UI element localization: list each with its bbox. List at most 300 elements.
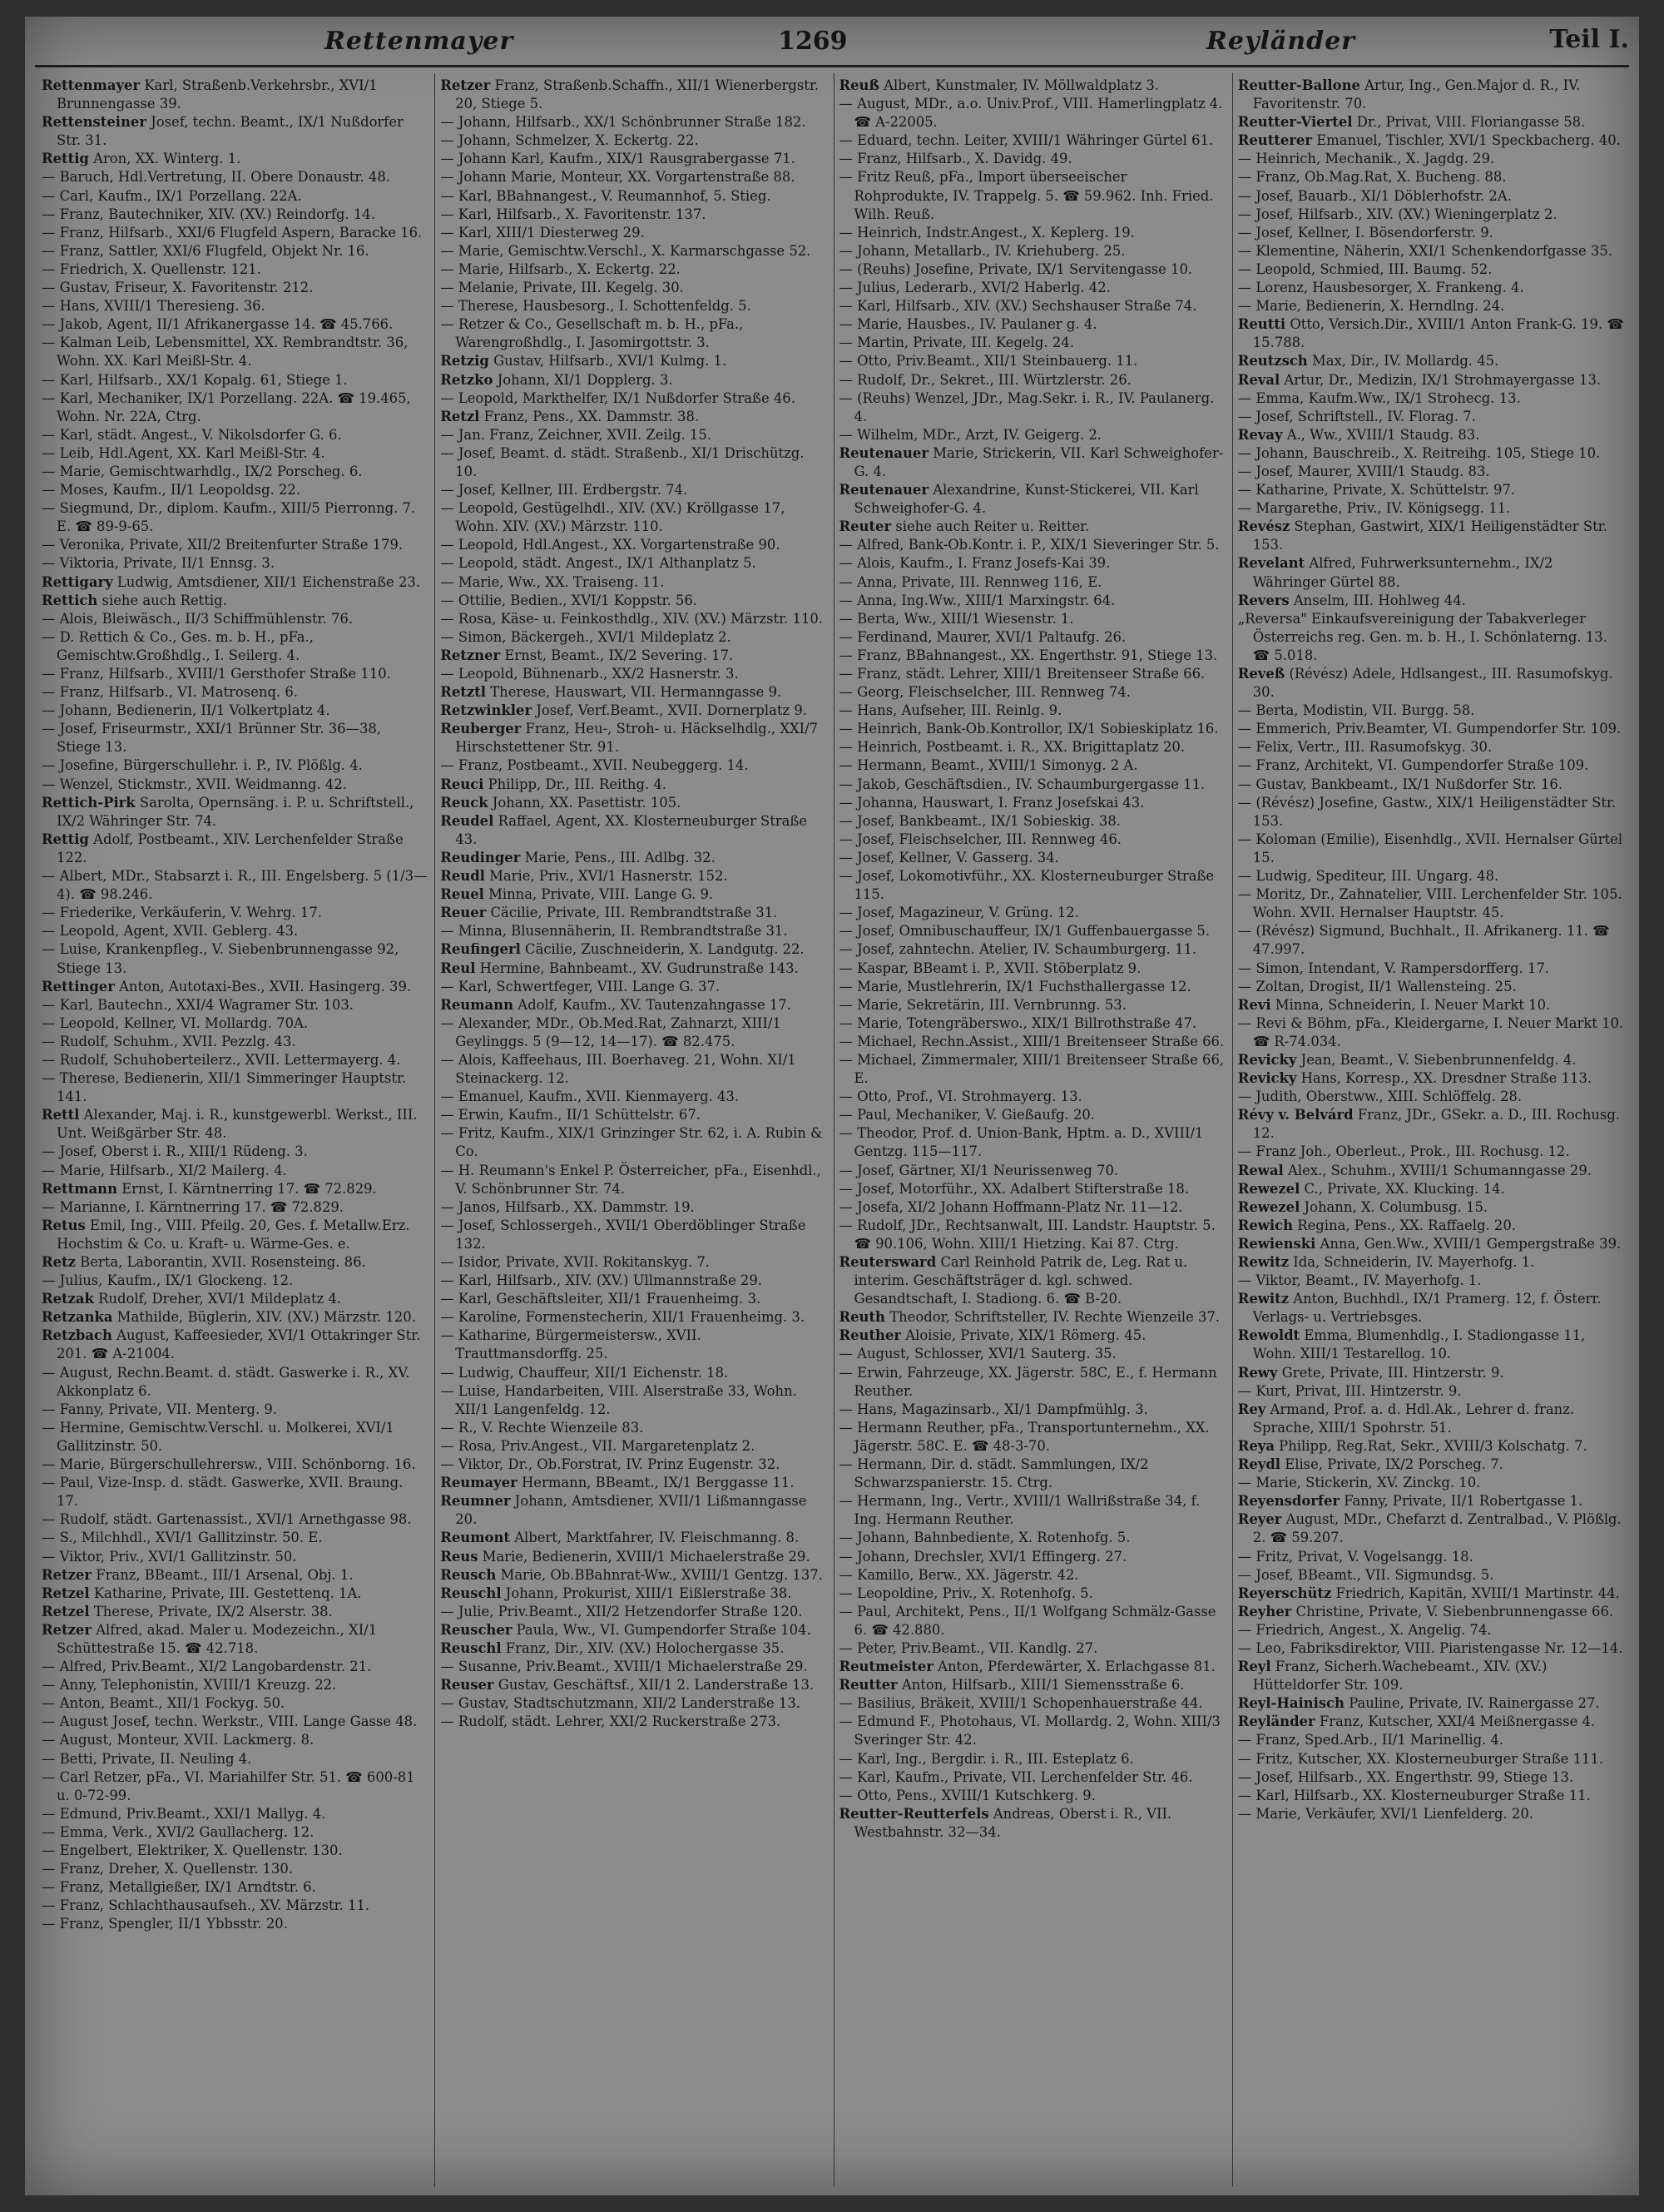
directory-entry (42, 1805, 428, 1823)
entry-surname: Reuschl (440, 1639, 502, 1656)
directory-entry (1238, 702, 1624, 720)
entry-details: Alfred, Fuhrwerksunternehm., IX/2 Währinger Gürtel 88. (1252, 555, 1553, 590)
entry-surname: Reyerschütz (1237, 1585, 1332, 1601)
directory-entry (839, 738, 1226, 756)
directory-entry (839, 1548, 1226, 1566)
entry-details: — Fritz, Kaufm., XIX/1 Grinzinger Str. 62, i. A. Rubin & Co. (440, 1125, 823, 1160)
entry-details: — Simon, Bäckergeh., XVI/1 Mildeplatz 2. (440, 628, 731, 645)
directory-entry (1238, 776, 1624, 794)
entry-details: Cäcilie, Private, III. Rembrandtstraße 31. (490, 905, 778, 921)
entry-details: — Gustav, Bankbeamt., IX/1 Nußdorfer Str. 16. (1237, 776, 1563, 792)
entry-details: — Marianne, I. Kärntnerring 17. ☎ 72.829. (42, 1198, 344, 1215)
directory-entry (42, 1713, 428, 1731)
entry-details: — Franz, Hilfsarb., XVIII/1 Gersthofer Straße 110. (42, 666, 391, 682)
entry-details: Stephan, Gastwirt, XIX/1 Heiligenstädter Str. 153. (1252, 518, 1607, 553)
entry-details: — Josef, Schriftstell., IV. Florag. 7. (1237, 408, 1476, 424)
entry-details: — Marie, Verkäufer, XVI/1 Lienfelderg. 20. (1237, 1805, 1533, 1822)
entry-surname: Rettich (42, 592, 98, 608)
directory-entry (839, 518, 1226, 536)
directory-entry (42, 756, 428, 775)
directory-entry (1238, 315, 1624, 352)
entry-details: Adolf, Postbeamt., XIV. Lerchenfelder Straße 122. (57, 831, 404, 865)
entry-details: — Rosa, Priv.Angest., VII. Margaretenplatz 2. (440, 1437, 755, 1454)
directory-entry (839, 1253, 1226, 1308)
entry-surname: Reudinger (440, 849, 521, 865)
entry-details: — Marie, Hilfsarb., XI/2 Mailerg. 4. (42, 1162, 287, 1178)
entry-details: — Johann, Bedienerin, II/1 Volkertplatz 4. (42, 702, 330, 719)
entry-surname: Retzel (42, 1603, 90, 1619)
entry-surname: Retzig (440, 353, 489, 369)
directory-entry (42, 1456, 428, 1474)
entry-details: — Friederike, Verkäuferin, V. Wehrg. 17. (42, 905, 322, 921)
directory-entry (1238, 1327, 1624, 1363)
entry-details: — Hermann Reuther, pFa., Transportunternehm., XX. Jägerstr. 58C. E. ☎ 48-3-70. (839, 1419, 1210, 1454)
entry-details: Pauline, Private, IV. Rainergasse 27. (1349, 1695, 1600, 1712)
directory-entry (1238, 206, 1624, 224)
entry-details: Franz, Kutscher, XXI/4 Meißnergasse 4. (1319, 1714, 1596, 1730)
directory-entry (42, 922, 428, 940)
directory-entry (440, 1014, 826, 1051)
directory-entry (440, 1162, 826, 1198)
entry-surname: Retzer (440, 77, 491, 93)
directory-entry (42, 683, 428, 702)
directory-entry (440, 1585, 826, 1603)
directory-entry (440, 647, 826, 665)
entry-details: — Jakob, Agent, II/1 Afrikanergasse 14. ☎ 45.766. (42, 316, 394, 333)
directory-entry (839, 702, 1226, 720)
entry-details: Alfred, akad. Maler u. Modezeichn., XI/1 Schüttestraße 15. ☎ 42.718. (57, 1621, 378, 1656)
directory-entry (440, 849, 826, 867)
entry-details: — Hermine, Gemischtw.Verschl. u. Molkerei, XVI/1 Gallitzinstr. 50. (42, 1419, 394, 1454)
entry-details: Marie, Bedienerin, XVIII/1 Michaelerstraße 29. (482, 1548, 810, 1565)
entry-details: — Julius, Kaufm., IX/1 Glockeng. 12. (42, 1272, 294, 1289)
directory-entry (440, 940, 826, 959)
entry-details: — Johann, Metallarb., IV. Kriehuberg. 25. (839, 242, 1126, 259)
directory-entry (1238, 1694, 1624, 1713)
directory-entry (839, 1124, 1226, 1161)
entry-details: — Moritz, Dr., Zahnatelier, VIII. Lerchenfelder Str. 105. Wohn. XVII. Hernalser Hauptstr. 45. (1237, 886, 1622, 921)
directory-entry (42, 371, 428, 389)
entry-details: — Franz Joh., Oberleut., Prok., III. Rochusg. 12. (1237, 1143, 1570, 1160)
entry-surname: Reutter (839, 1677, 898, 1694)
entry-details: — Paul, Vize-Insp. d. städt. Gaswerke, XVII. Braung. 17. (42, 1475, 404, 1510)
entry-details: — Josefine, Bürgerschullehr. i. P., IV. Plößlg. 4. (42, 757, 363, 774)
directory-entry (839, 1088, 1226, 1106)
entry-details: — Michael, Rechn.Assist., XIII/1 Breitenseer Straße 66. (839, 1033, 1225, 1049)
entry-details: — Hermann, Dir. d. städt. Sammlungen, IX/2 Schwarzspanierstr. 15. Ctrg. (839, 1456, 1149, 1491)
directory-entry (42, 1878, 428, 1897)
directory-entry (839, 1401, 1226, 1419)
entry-details: — Margarethe, Priv., IV. Königsegg. 11. (1237, 500, 1511, 517)
directory-entry (42, 1069, 428, 1106)
entry-details: — Katharine, Bürgermeistersw., XVII. Trauttmansdorffg. 25. (440, 1327, 701, 1362)
entry-details: Cäcilie, Zuschneiderin, X. Landgutg. 22. (525, 941, 805, 958)
entry-surname: Retzko (440, 371, 493, 388)
directory-entry (839, 1364, 1226, 1401)
entry-details: Minna, Schneiderin, I. Neuer Markt 10. (1275, 996, 1551, 1013)
directory-entry (839, 334, 1226, 352)
entry-details: — Veronika, Private, XII/2 Breitenfurter Straße 179. (42, 537, 404, 553)
entry-details: — Luise, Krankenpfleg., V. Siebenbrunnengasse 92, Stiege 13. (42, 941, 399, 976)
directory-entry (839, 1492, 1226, 1529)
directory-entry (1238, 1548, 1624, 1566)
entry-details: Anton, Autotaxi-Bes., XVII. Hasingerg. 39. (119, 978, 412, 994)
directory-entry (839, 297, 1226, 315)
header-first-name: Rettenmayer (324, 27, 514, 56)
entry-details: Ludwig, Amtsdiener, XII/1 Eichenstraße 23. (116, 573, 421, 590)
entry-details: — Friedrich, X. Quellenstr. 121. (42, 260, 261, 277)
entry-details: Johann, XI/1 Dopplerg. 3. (497, 371, 673, 388)
entry-surname: Reudel (440, 812, 494, 829)
entry-details: Otto, Versich.Dir., XVIII/1 Anton Frank-G. 19. ☎ 15.788. (1252, 316, 1624, 351)
entry-details: — Karl, Geschäftsleiter, XII/1 Frauenheimg. 3. (440, 1291, 761, 1307)
directory-entry (42, 1364, 428, 1401)
entry-details: — Hans, Magazinsarb., XI/1 Dampfmühlg. 3. (839, 1401, 1148, 1417)
directory-entry (1238, 794, 1624, 831)
page-number: 1269 (778, 27, 848, 56)
entry-details: August, Kaffeesieder, XVI/1 Ottakringer Str. 201. ☎ A-21004. (57, 1327, 421, 1362)
entry-details: — Kamillo, Berw., XX. Jägerstr. 42. (839, 1566, 1079, 1583)
directory-entry (42, 1474, 428, 1510)
entry-surname: Reydl (1237, 1456, 1281, 1473)
entry-details: — Rudolf, Schuhoberteilerz., XVII. Lettermayerg. 4. (42, 1051, 401, 1068)
directory-entry (440, 260, 826, 279)
entry-details: — Susanne, Priv.Beamt., XVIII/1 Michaelerstraße 29. (440, 1659, 808, 1675)
directory-entry (42, 315, 428, 334)
entry-details: — Josef, Lokomotivführ., XX. Klosterneuburger Straße 115. (839, 868, 1215, 903)
entry-details: — Luise, Handarbeiten, VIII. Alserstraße 33, Wohn. XII/1 Langenfeldg. 12. (440, 1382, 797, 1417)
entry-details: — Viktor, Beamt., IV. Mayerhofg. 1. (1237, 1272, 1482, 1289)
entry-surname: Reuck (440, 794, 488, 811)
directory-entry (440, 224, 826, 242)
directory-entry (42, 536, 428, 554)
entry-surname: Reyländer (1237, 1714, 1315, 1730)
directory-entry (42, 1033, 428, 1051)
directory-entry (1238, 260, 1624, 279)
directory-entry (42, 168, 428, 186)
entry-details: — Heinrich, Mechanik., X. Jagdg. 29. (1237, 151, 1495, 167)
entry-details: — Ferdinand, Maurer, XVI/1 Paltaufg. 26. (839, 628, 1127, 645)
directory-entry (440, 1364, 826, 1382)
directory-entry (1238, 610, 1624, 665)
entry-surname: Retzak (42, 1291, 94, 1307)
directory-entry (42, 499, 428, 536)
directory-entry (42, 776, 428, 794)
directory-entry (42, 1162, 428, 1180)
directory-entry (440, 1713, 826, 1731)
entry-surname: Reutmeister (839, 1659, 934, 1675)
entry-surname: Reutter-Reutterfels (839, 1805, 989, 1822)
directory-entry (839, 1768, 1226, 1787)
columns (37, 73, 1631, 2187)
entry-surname: Reuther (839, 1327, 902, 1344)
entry-details: — Carl, Kaufm., IX/1 Porzellang. 22A. (42, 187, 302, 204)
entry-details: — Karl, XIII/1 Diesterweg 29. (440, 224, 645, 241)
entry-details: — Johann, Bauschreib., X. Reitreihg. 105, Stiege 10. (1237, 444, 1601, 461)
directory-entry (42, 334, 428, 370)
directory-entry (42, 904, 428, 922)
directory-entry (839, 922, 1226, 940)
directory-entry (1238, 242, 1624, 260)
directory-entry (1238, 1787, 1624, 1805)
entry-details: — Karl, Kaufm., Private, VII. Lerchenfelder Str. 46. (839, 1768, 1193, 1785)
directory-entry (839, 1180, 1226, 1198)
entry-details: — Basilius, Bräkeit, XVIII/1 Schopenhauerstraße 44. (839, 1695, 1203, 1712)
entry-details: Aloisie, Private, XIX/1 Römerg. 45. (905, 1327, 1146, 1344)
directory-entry (1238, 996, 1624, 1014)
entry-surname: Rettigary (42, 573, 113, 590)
entry-details: — Marie, Gemischtw.Verschl., X. Karmarschgasse 52. (440, 242, 811, 259)
directory-entry (440, 77, 826, 113)
directory-entry (42, 1014, 428, 1033)
entry-details: Carl Reinhold Patrik de, Leg. Rat u. interim. Geschäftsträger d. kgl. schwed. Gesandtschaft, I. Stadiong. 6. ☎ B-20. (854, 1254, 1188, 1307)
directory-entry (839, 1345, 1226, 1363)
entry-details: Anton, Buchhdl., IX/1 Pramerg. 12, f. Österr. Verlags- u. Vertriebsges. (1252, 1291, 1602, 1326)
directory-entry (42, 1915, 428, 1933)
entry-details: Gustav, Hilfsarb., XVI/1 Kulmg. 1. (493, 353, 727, 369)
entry-details: — Josef, Bauarb., XI/1 Döblerhofstr. 2A. (1237, 187, 1512, 204)
column-3 (834, 73, 1233, 2187)
entry-details: — Josef, Magazineur, V. Grüng. 12. (839, 905, 1079, 921)
directory-entry (42, 297, 428, 315)
directory-entry (440, 720, 826, 756)
entry-details: — Jan. Franz, Zeichner, XVII. Zeilg. 15. (440, 426, 711, 443)
entry-details: Ida, Schneiderin, IV. Mayerhofg. 1. (1293, 1254, 1535, 1270)
entry-details: — Wenzel, Stickmstr., XVII. Weidmanng. 42. (42, 776, 347, 792)
entry-details: — Otto, Prof., VI. Strohmayerg. 13. (839, 1089, 1082, 1105)
entry-details: — Heinrich, Postbeamt. i. R., XX. Brigittaplatz 20. (839, 739, 1186, 756)
directory-entry (440, 352, 826, 370)
directory-entry (42, 389, 428, 426)
directory-entry (1238, 831, 1624, 867)
directory-entry (839, 1106, 1226, 1124)
directory-entry (1238, 1731, 1624, 1749)
directory-entry (1238, 1750, 1624, 1768)
entry-details: — August Josef, techn. Werkstr., VIII. Lange Gasse 48. (42, 1714, 418, 1730)
entry-details: Friedrich, Kapitän, XVIII/1 Martinstr. 44. (1335, 1585, 1620, 1601)
entry-details: Alex., Schuhm., XVIII/1 Schumanngasse 29. (1287, 1162, 1592, 1178)
entry-surname: Reuß (839, 77, 879, 93)
entry-details: Minna, Private, VIII. Lange G. 9. (488, 886, 714, 903)
directory-entry (440, 1198, 826, 1217)
entry-details: — Karl, Schwertfeger, VIII. Lange G. 37. (440, 978, 721, 994)
entry-details: — Josef, Bankbeamt., IX/1 Sobieskig. 38. (839, 812, 1121, 829)
entry-details: — Franz, Hilfsarb., X. Davidg. 49. (839, 151, 1072, 167)
entry-details: — Rudolf, JDr., Rechtsanwalt, III. Landstr. Hauptstr. 5. ☎ 90.106, Wohn. XIII/1 Hietzing. Kai 87. Ctrg. (839, 1217, 1216, 1252)
entry-details: — Alois, Kaufm., I. Franz Josefs-Kai 39. (839, 555, 1111, 572)
entry-details: — Edmund, Priv.Beamt., XXI/1 Mallyg. 4. (42, 1805, 326, 1822)
entry-details: — Johann Marie, Monteur, XX. Vorgartenstraße 88. (440, 169, 795, 186)
directory-entry (440, 168, 826, 186)
entry-details: — Leopold, Hdl.Angest., XX. Vorgartenstraße 90. (440, 537, 780, 553)
directory-entry (42, 592, 428, 610)
entry-details: — Heinrich, Indstr.Angest., X. Keplerg. 19. (839, 224, 1135, 241)
entry-details: — Franz, Ob.Mag.Rat, X. Bucheng. 88. (1237, 169, 1507, 186)
entry-surname: Rettig (42, 831, 89, 847)
entry-surname: Rettensteiner (42, 114, 146, 131)
directory-entry (1238, 1198, 1624, 1217)
directory-entry (440, 1603, 826, 1621)
directory-entry (440, 1253, 826, 1272)
directory-entry (1238, 1364, 1624, 1382)
directory-entry (839, 720, 1226, 738)
directory-entry (440, 1566, 826, 1585)
entry-details: — Franz, BBahnangest., XX. Engerthstr. 91, Stiege 13. (839, 647, 1218, 663)
entry-details: Alexandrine, Kunst-Stickerei, VII. Karl Schweighofer-G. 4. (854, 482, 1199, 517)
entry-details: C., Private, XX. Klucking. 14. (1304, 1180, 1505, 1197)
directory-entry (1238, 499, 1624, 518)
entry-details: — Therese, Hausbesorg., I. Schottenfeldg. 5. (440, 298, 751, 315)
entry-surname: Revicky (1237, 1051, 1297, 1068)
directory-entry (839, 1658, 1226, 1676)
entry-details: — (Reuhs) Josefine, Private, IX/1 Servitengasse 10. (839, 260, 1193, 277)
entry-details: — Hans, XVIII/1 Theresieng. 36. (42, 298, 265, 315)
entry-details: — Ottilie, Bedien., XVI/1 Koppstr. 56. (440, 592, 697, 608)
entry-surname: Revi (1237, 996, 1271, 1013)
directory-entry (1238, 922, 1624, 959)
directory-entry (42, 1676, 428, 1694)
directory-entry (440, 1272, 826, 1290)
entry-surname: Reumayer (440, 1475, 518, 1491)
entry-details: — Marie, Mustlehrerin, IX/1 Fuchsthallergasse 12. (839, 978, 1191, 994)
entry-details: — Emma, Verk., XVI/2 Gaullacherg. 12. (42, 1823, 314, 1840)
directory-entry (42, 77, 428, 113)
entry-details: Raffael, Agent, XX. Klosterneuburger Straße 43. (455, 812, 808, 847)
directory-entry (839, 1787, 1226, 1805)
directory-entry (42, 426, 428, 444)
entry-surname: Reuci (440, 776, 484, 792)
entry-details: — Johann, Bahnbediente, X. Rotenhofg. 5. (839, 1530, 1131, 1546)
directory-entry (440, 1456, 826, 1474)
entry-surname: Reutersward (839, 1254, 937, 1270)
directory-entry (440, 371, 826, 389)
directory-entry (839, 1162, 1226, 1180)
directory-entry (1238, 1143, 1624, 1161)
entry-details: Marie, Strickerin, VII. Karl Schweighofer-G. 4. (854, 444, 1224, 479)
entry-details: — Siegmund, Dr., diplom. Kaufm., XIII/5 Pierronng. 7. E. ☎ 89-9-65. (42, 500, 416, 535)
entry-details: — R., V. Rechte Wienzeile 83. (440, 1419, 644, 1436)
entry-details: — Karl, Ing., Bergdir. i. R., III. Esteplatz 6. (839, 1750, 1134, 1767)
directory-entry (42, 610, 428, 628)
directory-entry (440, 794, 826, 812)
entry-surname: Rettich-Pirk (42, 794, 136, 811)
directory-entry (440, 297, 826, 315)
entry-details: — Carl Retzer, pFa., VI. Mariahilfer Str. 51. ☎ 600-81 u. 0-72-99. (42, 1768, 415, 1803)
directory-entry (1238, 1290, 1624, 1327)
entry-details: — Leopold, Agent, XVII. Geblerg. 43. (42, 923, 299, 940)
entry-surname: Reufingerl (440, 941, 521, 958)
directory-entry (1238, 150, 1624, 168)
directory-entry (1238, 1768, 1624, 1787)
entry-details: — Gustav, Friseur, X. Favoritenstr. 212. (42, 280, 314, 296)
entry-details: — Karl, Hilfsarb., XX. Klosterneuburger Straße 11. (1237, 1787, 1591, 1803)
entry-details: — Karoline, Formenstecherin, XII/1 Frauenheimg. 3. (440, 1309, 805, 1326)
directory-entry (42, 481, 428, 499)
entry-details: — August, Schlosser, XVI/1 Sauterg. 35. (839, 1346, 1117, 1362)
entry-details: — Karl, Hilfsarb., XIV. (XV.) Ullmannstraße 29. (440, 1272, 762, 1289)
entry-details: — Josef, Maurer, XVIII/1 Staudg. 83. (1237, 463, 1490, 479)
entry-details: — Edmund F., Photohaus, VI. Mollardg. 2, Wohn. XIII/3 Sveringer Str. 42. (839, 1714, 1221, 1748)
entry-details: — Marie, Totengräberswo., XIX/1 Billrothstraße 47. (839, 1014, 1197, 1031)
directory-entry (440, 867, 826, 885)
entry-details: — Viktor, Dr., Ob.Forstrat, IV. Prinz Eugenstr. 32. (440, 1456, 780, 1473)
directory-entry (839, 279, 1226, 297)
entry-details: Max, Dir., IV. Mollardg. 45. (1311, 353, 1499, 369)
entry-details: — Josef, Schlossergeh., XVII/1 Oberdöblinger Straße 132. (440, 1217, 806, 1252)
entry-surname: Reuscher (440, 1621, 513, 1638)
directory-entry (42, 1768, 428, 1805)
entry-details: — Jakob, Geschäftsdien., IV. Schaumburgergasse 11. (839, 776, 1206, 792)
directory-entry (1238, 1217, 1624, 1235)
entry-details: — Kalman Leib, Lebensmittel, XX. Rembrandtstr. 36, Wohn. XX. Karl Meißl-Str. 4. (42, 335, 409, 369)
entry-details: — Janos, Hilfsarb., XX. Dammstr. 19. (440, 1198, 695, 1215)
directory-entry (839, 1198, 1226, 1217)
entry-details: — Felix, Vertr., III. Rasumofskyg. 30. (1237, 739, 1493, 756)
directory-entry (42, 1510, 428, 1529)
entry-details: — Josef, BBeamt., VII. Sigmundsg. 5. (1237, 1566, 1494, 1583)
directory-entry (1238, 1253, 1624, 1272)
entry-details: — Georg, Fleischselcher, III. Rennweg 74. (839, 684, 1131, 701)
entry-details: — Franz, Hilfsarb., VI. Matrosenq. 6. (42, 684, 298, 701)
entry-details: — Marie, Hausbes., IV. Paulaner g. 4. (839, 316, 1097, 333)
entry-details: — Gustav, Stadtschutzmann, XII/2 Landerstraße 13. (440, 1695, 800, 1712)
entry-details: August, MDr., Chefarzt d. Zentralbad., V. Plößlg. 2. ☎ 59.207. (1252, 1511, 1622, 1546)
entry-details: — Paul, Mechaniker, V. Gießaufg. 20. (839, 1107, 1096, 1123)
directory-entry (839, 960, 1226, 978)
directory-entry (440, 1051, 826, 1088)
directory-entry (1238, 1474, 1624, 1492)
directory-entry (42, 1603, 428, 1621)
part-label: Teil I. (1549, 25, 1629, 54)
entry-details: — Leopold, Bühnenarb., XX/2 Hasnerstr. 3. (440, 666, 739, 682)
entry-details: Emil, Ing., VIII. Pfeilg. 20, Ges. f. Metallw.Erz. Hochstim & Co. u. Kraft- u. Wärme-Ges. e. (57, 1217, 410, 1252)
entry-details: Emma, Blumenhdlg., I. Stadiongasse 11, Wohn. XIII/1 Testarellog. 10. (1252, 1327, 1586, 1362)
entry-details: — Klementine, Näherin, XXI/1 Schenkendorfgasse 35. (1237, 242, 1612, 259)
directory-entry (839, 1639, 1226, 1658)
directory-entry (839, 996, 1226, 1014)
directory-entry (1238, 867, 1624, 885)
directory-entry (1238, 665, 1624, 702)
entry-surname: Reumann (440, 996, 514, 1013)
entry-details: — Fritz Reuß, pFa., Import überseeischer Rohprodukte, IV. Trappelg. 5. ☎ 59.962. Inh. Fried. Wilh. Reuß. (839, 169, 1214, 222)
directory-entry (440, 996, 826, 1014)
entry-details: Johann, Prokurist, XIII/1 Eißlerstraße 38. (505, 1585, 792, 1601)
entry-surname: Reuschl (440, 1585, 502, 1601)
directory-entry (1238, 978, 1624, 996)
entry-details: Johann, XX. Pasettistr. 105. (492, 794, 681, 811)
directory-entry (42, 1585, 428, 1603)
entry-details: Anna, Gen.Ww., XVIII/1 Gempergstraße 39. (1320, 1235, 1622, 1252)
entry-details: — Koloman (Emilie), Eisenhdlg., XVII. Hernalser Gürtel 15. (1237, 831, 1623, 865)
entry-details: — Marie, Stickerin, XV. Zinckg. 10. (1237, 1475, 1481, 1491)
directory-entry (1238, 113, 1624, 131)
directory-entry (440, 279, 826, 297)
entry-details: — Martin, Private, III. Kegelg. 24. (839, 335, 1074, 351)
directory-entry (1238, 1106, 1624, 1143)
entry-surname: Révy v. Belvárd (1237, 1107, 1354, 1123)
directory-entry (42, 1198, 428, 1217)
directory-entry (440, 1382, 826, 1419)
directory-entry (42, 224, 428, 242)
directory-entry (1238, 1088, 1624, 1106)
entry-details: Albert, Kunstmaler, IV. Möllwaldplatz 3. (884, 77, 1160, 93)
entry-details: Ernst, Beamt., IX/2 Severing. 17. (504, 647, 734, 663)
entry-details: (Révész) Adele, Hdlsangest., III. Rasumofskyg. 30. (1252, 666, 1613, 701)
entry-surname: Reuter (839, 518, 892, 535)
entry-details: — Alexander, MDr., Ob.Med.Rat, Zahnarzt, XIII/1 Geylinggs. 5 (9—12, 14—17). ☎ 82.475. (440, 1014, 781, 1049)
entry-surname: Retzer (42, 1621, 92, 1638)
directory-entry (839, 1033, 1226, 1051)
